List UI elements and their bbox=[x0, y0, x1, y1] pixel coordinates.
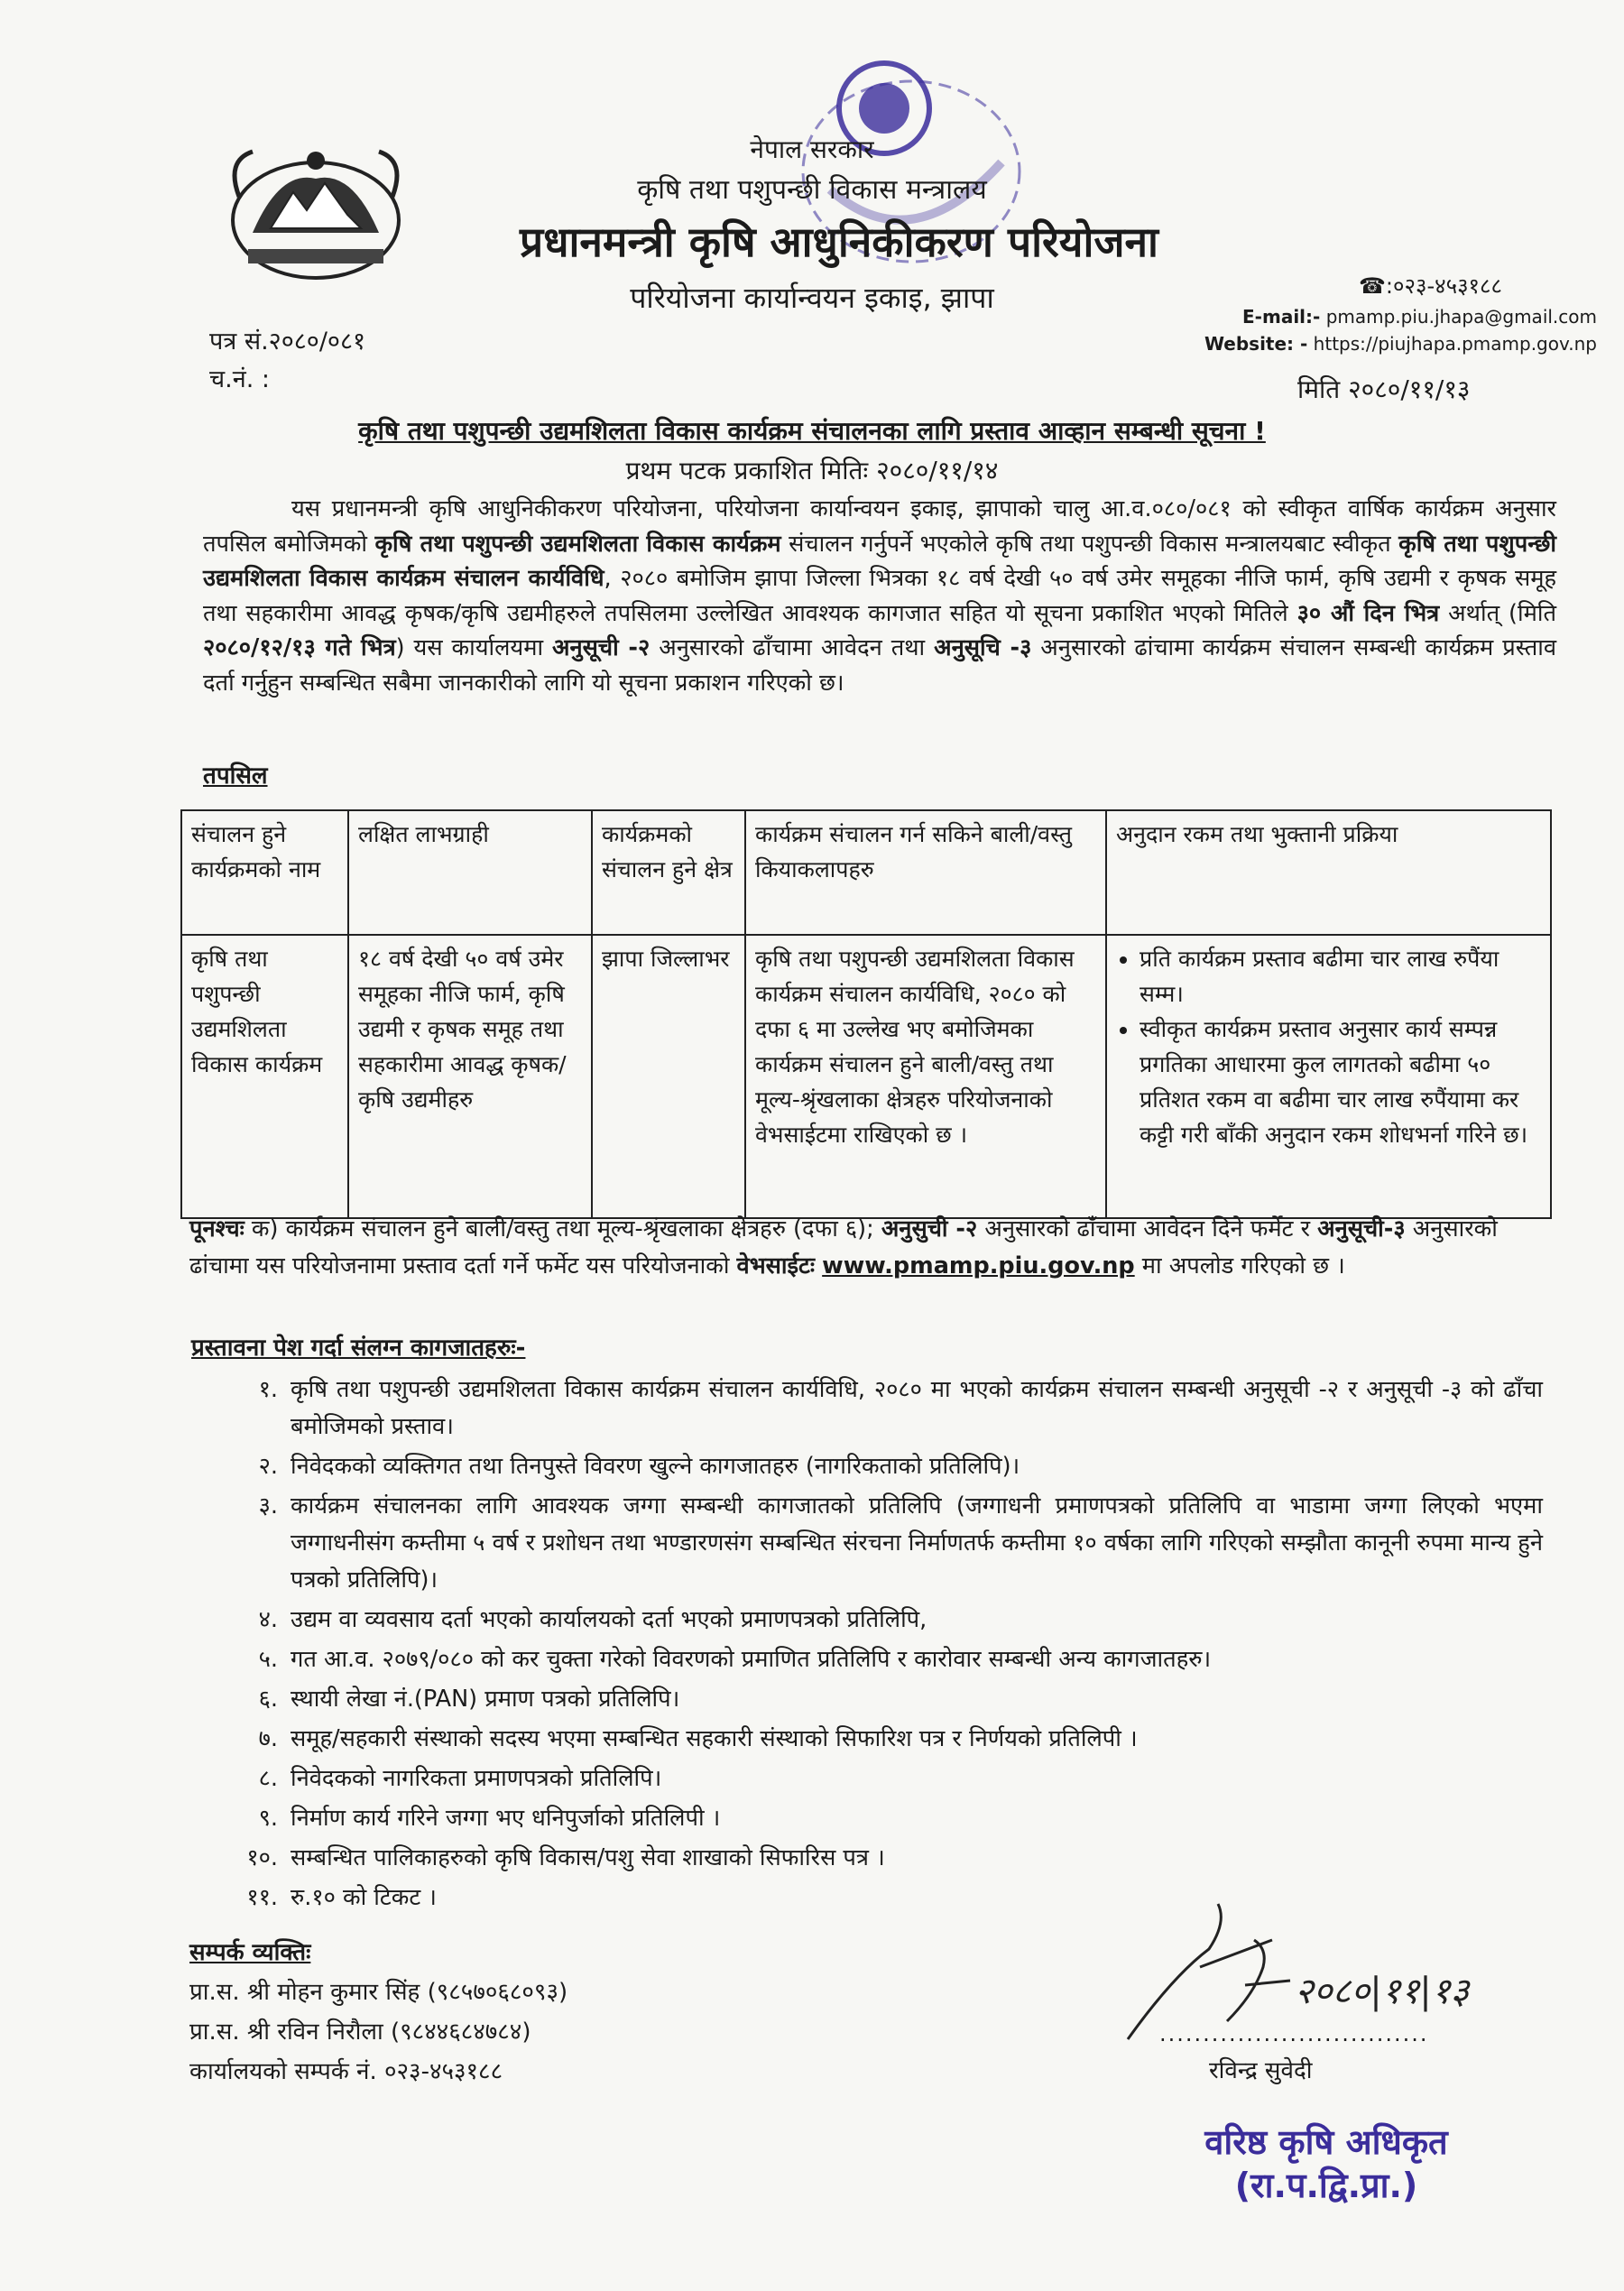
notice-body bbox=[203, 492, 1556, 700]
contact-person: प्रा.स. श्री रविन निरौला (९८४४६८४७८४) bbox=[189, 2018, 531, 2046]
intro-annex-2: अनुसूची -२ bbox=[552, 634, 651, 661]
list-item-number: १०. bbox=[246, 1844, 278, 1871]
grant-item: • स्वीकृत कार्यक्रम प्रस्ताव अनुसार कार्य सम्पन्न प्रगतिका आधारमा कुल लागतको बढीमा ५० प्रतिशत रकम वा बढीमा चार लाख रुपैंयामा कर कट्टी गरी बाँकी अनुदान रकम शोधभर्ना गरिने छ। bbox=[1140, 1012, 1541, 1152]
table-header-row bbox=[181, 810, 1551, 935]
project-name: प्रधानमन्त्री कृषि आधुनिकीकरण परियोजना bbox=[520, 217, 1158, 266]
dispatch-number: च.नं. : bbox=[209, 365, 270, 393]
required-documents-heading: प्रस्तावना पेश गर्दा संलग्न कागजातहरुः- bbox=[191, 1335, 526, 1362]
website-line bbox=[1092, 333, 1597, 355]
list-item-number: ७. bbox=[258, 1725, 278, 1752]
postscript-label: पूनश्चः bbox=[189, 1215, 245, 1242]
column-header-grant: अनुदान रकम तथा भुक्तानी प्रक्रिया bbox=[1106, 810, 1551, 935]
postscript-website-label: वेभसाईटः bbox=[736, 1252, 816, 1279]
list-item-number: ३. bbox=[258, 1492, 278, 1520]
nepal-emblem-icon bbox=[217, 143, 415, 287]
column-header-area: कार्यक्रमको संचालन हुने क्षेत्र bbox=[592, 810, 745, 935]
details-label: तपसिल bbox=[203, 762, 268, 790]
list-item-text: निर्माण कार्य गरिने जग्गा भए धनिपुर्जाको प्रतिलिपी । bbox=[291, 1805, 721, 1832]
list-item-number: ६. bbox=[258, 1686, 278, 1713]
list-item bbox=[189, 1488, 1543, 1599]
list-item bbox=[189, 1760, 1543, 1797]
signatory-name: रविन्द्र सुवेदी bbox=[1209, 2057, 1313, 2084]
unit-name: परियोजना कार्यान्वयन इकाइ, झापा bbox=[630, 281, 994, 315]
cell-area: झापा जिल्लाभर bbox=[592, 935, 745, 1218]
email-line bbox=[1092, 306, 1597, 328]
designation-class: (रा.प.द्वि.प्रा.) bbox=[1234, 2166, 1418, 2205]
list-item-text: निवेदकको व्यक्तिगत तथा तिनपुस्ते विवरण खुल्ने कागजातहरु (नागरिकताको प्रतिलिपि)। bbox=[291, 1453, 1020, 1480]
intro-program-name: कृषि तथा पशुपन्छी उद्यमशिलता विकास कार्यक्रम bbox=[374, 530, 781, 558]
grant-item: • प्रति कार्यक्रम प्रस्ताव बढीमा चार लाख रुपैंया सम्म। bbox=[1140, 941, 1541, 1012]
project-website-link[interactable]: www.pmamp.piu.gov.np bbox=[822, 1252, 1135, 1279]
intro-text: यस प्रधानमन्त्री कृषि आधुनिकीकरण परियोजना, परियोजना कार्यान्वयन इकाइ, झापाको चालु आ.व.०८०/०८१ को स्वीकृत वार्षिक कार्यक्रम अनुसार तपसिल बमोजिमको bbox=[203, 495, 1556, 558]
intro-annex-3: अनुसूचि -३ bbox=[934, 634, 1032, 661]
list-item bbox=[189, 1681, 1543, 1718]
list-item-text: रु.१० को टिकट । bbox=[291, 1884, 437, 1911]
office-phone: कार्यालयको सम्पर्क नं. ०२३-४५३१८८ bbox=[189, 2058, 503, 2085]
letter-date: मिति २०८०/११/१३ bbox=[1297, 374, 1471, 404]
list-item-text: कृषि तथा पशुपन्छी उद्यमशिलता विकास कार्यक्रम संचालन कार्यविधि, २०८० मा भएको कार्यक्रम संचालन सम्बन्धी अनुसूची -२ र अनुसूची -३ को ढाँचा बमोजिमको प्रस्ताव। bbox=[291, 1376, 1544, 1440]
postscript-text: अनुसारको ढाँचामा आवेदन दिने फर्मेट र bbox=[977, 1215, 1318, 1242]
first-published-date: प्रथम पटक प्रकाशित मितिः २०८०/११/१४ bbox=[625, 456, 999, 485]
postscript-text: अनुसारको ढांचामा यस परियोजनामा प्रस्ताव दर्ता गर्ने फर्मेट यस परियोजनाको bbox=[189, 1215, 1498, 1279]
intro-deadline-days: ३० औं दिन भित्र bbox=[1296, 599, 1440, 627]
intro-deadline-date: २०८०/१२/१३ गते भित्र bbox=[203, 634, 396, 661]
list-item-number: ९. bbox=[258, 1805, 278, 1832]
list-item bbox=[189, 1721, 1543, 1758]
list-item-text: समूह/सहकारी संस्थाको सदस्य भएमा सम्बन्धित सहकारी संस्थाको सिफारिश पत्र र निर्णयको प्रतिलिपी । bbox=[291, 1725, 1138, 1752]
letter-number: पत्र सं.२०८०/०८१ bbox=[209, 328, 366, 356]
intro-procedure-name: कृषि तथा पशुपन्छी उद्यमशिलता विकास कार्यक्रम संचालन कार्यविधि bbox=[203, 530, 1556, 592]
designation-stamp bbox=[1164, 2120, 1489, 2207]
column-header-beneficiary: लक्षित लाभग्राही bbox=[348, 810, 592, 935]
postscript-annex-2: अनुसुची -२ bbox=[881, 1215, 978, 1242]
intro-text: संचालन गर्नुपर्ने भएकोले कृषि तथा पशुपन्छी विकास मन्त्रालयबाट स्वीकृत bbox=[780, 530, 1399, 558]
list-item-text: स्थायी लेखा नं.(PAN) प्रमाण पत्रको प्रतिलिपि। bbox=[291, 1686, 680, 1713]
list-item bbox=[189, 1800, 1543, 1837]
svg-text:२०८०|११|१३: २०८०|११|१३ bbox=[1295, 1971, 1470, 2012]
list-item bbox=[189, 1602, 1543, 1639]
column-header-program: संचालन हुने कार्यक्रमको नाम bbox=[181, 810, 348, 935]
intro-text: , २०८० बमोजिम झापा जिल्ला भित्रका १८ वर्ष देखी ५० वर्ष उमेर समूहका नीजि फार्म, कृषि उद्यमी र कृषक समूह तथा सहकारीमा आवद्ध कृषक/कृषि उद्यमीहरुले तपसिलमा उल्लेखित आवश्यक कागजात सहित यो सूचना प्रकाशित भएको मितिले bbox=[203, 565, 1556, 627]
column-header-activities: कार्यक्रम संचालन गर्न सकिने बाली/वस्तु कियाकलापहरु bbox=[745, 810, 1106, 935]
program-table bbox=[180, 809, 1552, 1219]
list-item bbox=[189, 1641, 1543, 1678]
list-item bbox=[189, 1372, 1543, 1446]
list-item-number: ४. bbox=[258, 1606, 278, 1633]
list-item bbox=[189, 1840, 1543, 1877]
postscript-text: क) कार्यक्रम संचालन हुने बाली/वस्तु तथा मूल्य-श्रृंखलाका क्षेत्रहरु (दफा ६); bbox=[244, 1215, 881, 1242]
intro-text: ) यस कार्यालयमा bbox=[395, 634, 553, 661]
contact-persons-heading: सम्पर्क व्यक्तिः bbox=[189, 1939, 311, 1966]
signature-line: ............................... bbox=[1159, 2021, 1429, 2046]
intro-text: अनुसारको ढांचामा कार्यक्रम संचालन सम्बन्धी कार्यक्रम प्रस्ताव दर्ता गर्नुहुन सम्बन्धित सबैमा जानकारीको लागि यो सूचना प्रकाशन गरिएको छ। bbox=[203, 634, 1557, 697]
website-label: Website: - bbox=[1204, 333, 1308, 355]
list-item-number: १. bbox=[258, 1376, 278, 1403]
list-item-text: निवेदकको नागरिकता प्रमाणपत्रको प्रतिलिपि। bbox=[291, 1765, 662, 1792]
list-item-number: २. bbox=[258, 1453, 278, 1480]
cell-activities: कृषि तथा पशुपन्छी उद्यमशिलता विकास कार्यक्रम संचालन कार्यविधि, २०८० को दफा ६ मा उल्लेख भए बमोजिमका कार्यक्रम संचालन हुने बाली/वस्तु तथा मूल्य-श्रृंखलाका क्षेत्रहरु परियोजनाको वेभसाईटमा राखिएको छ । bbox=[745, 935, 1106, 1218]
ministry-name: कृषि तथा पशुपन्छी विकास मन्त्रालय bbox=[637, 174, 987, 206]
contact-persons-list bbox=[189, 1972, 567, 2092]
email-label: E-mail:- bbox=[1242, 306, 1321, 328]
list-item bbox=[189, 1448, 1543, 1485]
postscript-annex-3: अनुसूची-३ bbox=[1317, 1215, 1406, 1242]
list-item-text: गत आ.व. २०७९/०८० को कर चुक्ता गरेको विवरणको प्रमाणित प्रतिलिपि र कारोवार सम्बन्धी अन्य कागजातहरु। bbox=[291, 1646, 1212, 1673]
required-documents-list bbox=[189, 1372, 1543, 1919]
office-contact-block bbox=[1092, 271, 1597, 360]
website-url[interactable]: https://piujhapa.pmamp.gov.np bbox=[1313, 333, 1597, 355]
postscript bbox=[189, 1211, 1552, 1285]
notice-title: कृषि तथा पशुपन्छी उद्यमशिलता विकास कार्यक्रम संचालनका लागि प्रस्ताव आव्हान सम्बन्धी सूचना ! bbox=[358, 416, 1266, 446]
table-row bbox=[181, 935, 1551, 1218]
phone-number: ☎:०२३-४५३१८८ bbox=[1359, 273, 1502, 299]
list-item-text: कार्यक्रम संचालनका लागि आवश्यक जग्गा सम्बन्धी कागजातको प्रतिलिपि (जग्गाधनी प्रमाणपत्रको प्रतिलिपि वा भाडामा जग्गा लिएको भएमा जग्गाधनीसंग कम्तीमा ५ वर्ष र प्रशोधन तथा भण्डारणसंग सम्बन्धित संरचना निर्माणतर्फ कम्तीमा १० वर्षका लागि गरिएको सम्झौता कानूनी रुपमा मान्य हुने पत्रको प्रतिलिपि)। bbox=[291, 1492, 1543, 1594]
cell-beneficiary: १८ वर्ष देखी ५० वर्ष उमेर समूहका नीजि फार्म, कृषि उद्यमी र कृषक समूह तथा सहकारीमा आवद्ध कृषक/कृषि उद्यमीहरु bbox=[348, 935, 592, 1218]
postscript-text: मा अपलोड गरिएको छ । bbox=[1134, 1252, 1345, 1279]
designation-title: वरिष्ठ कृषि अधिकृत bbox=[1204, 2122, 1448, 2162]
list-item-text: उद्यम वा व्यवसाय दर्ता भएको कार्यालयको दर्ता भएको प्रमाणपत्रको प्रतिलिपि, bbox=[291, 1606, 927, 1633]
email-address[interactable]: pmamp.piu.jhapa@gmail.com bbox=[1325, 306, 1597, 328]
list-item-number: ११. bbox=[246, 1884, 278, 1911]
contact-person: प्रा.स. श्री मोहन कुमार सिंह (९८५७०६८०९३) bbox=[189, 1979, 568, 2006]
cell-program: कृषि तथा पशुपन्छी उद्यमशिलता विकास कार्यक्रम bbox=[181, 935, 348, 1218]
intro-text: अर्थात् (मिति bbox=[1439, 599, 1556, 627]
list-item-text: सम्बन्धित पालिकाहरुको कृषि विकास/पशु सेवा शाखाको सिफारिस पत्र । bbox=[291, 1844, 885, 1871]
list-item-number: ८. bbox=[258, 1765, 278, 1792]
intro-text: अनुसारको ढाँचामा आवेदन तथा bbox=[650, 634, 935, 661]
cell-grant bbox=[1106, 935, 1551, 1218]
list-item-number: ५. bbox=[258, 1646, 278, 1673]
government-name: नेपाल सरकार bbox=[750, 134, 874, 164]
